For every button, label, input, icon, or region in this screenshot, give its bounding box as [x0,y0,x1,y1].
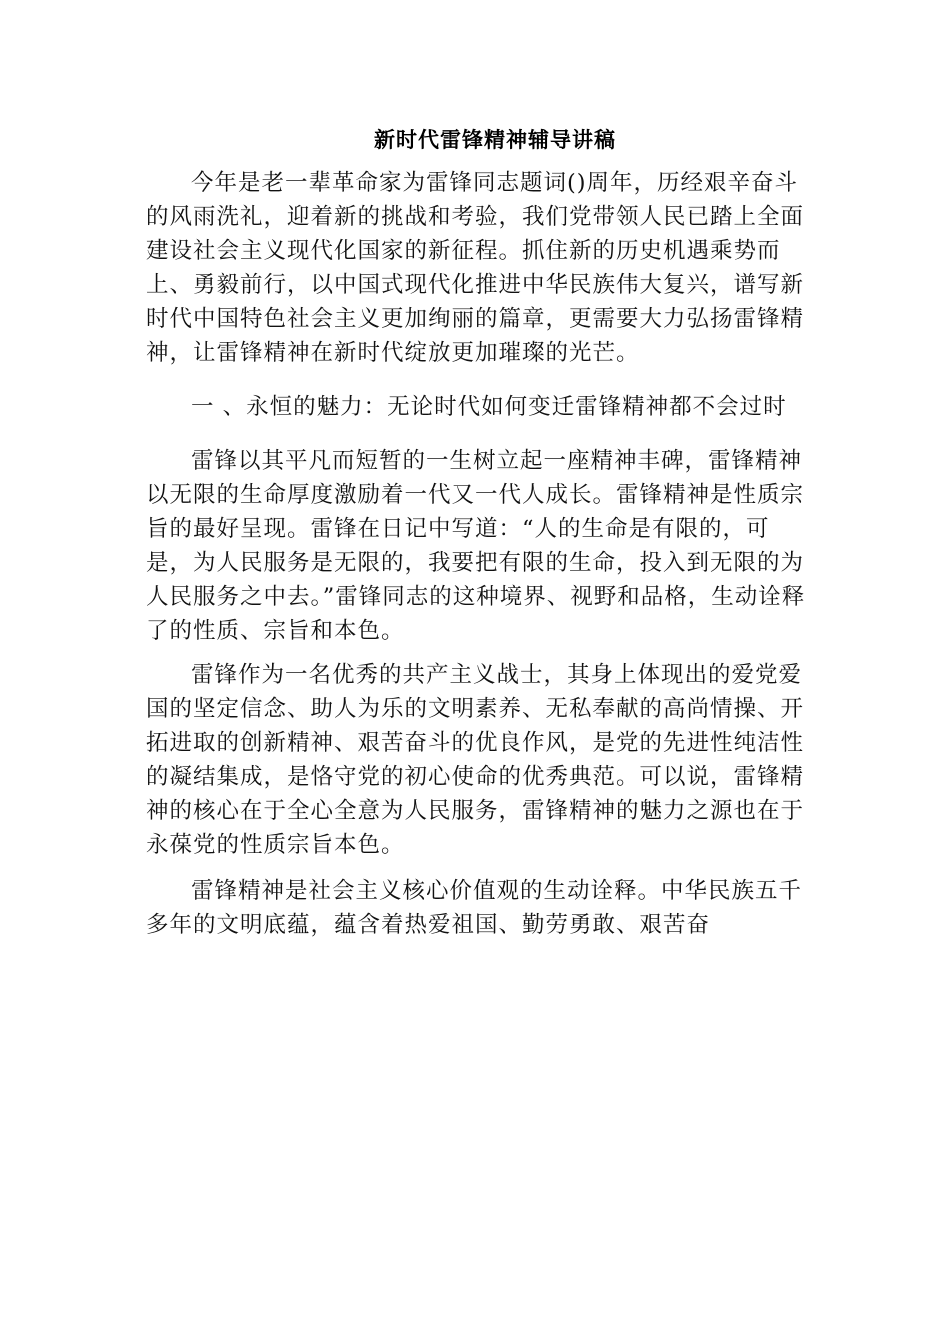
document-title: 新时代雷锋精神辅导讲稿 [374,127,616,152]
paragraph-3: 雷锋作为一名优秀的共产主义战士，其身上体现出的爱党爱国的坚定信念、助人为乐的文明素养、无私奉献的高尚情操、开拓进取的创新精神、艰苦奋斗的优良作风，是党的先进性纯洁性的凝结集成，是恪守党的初心使命的优秀典范。可以说，雷锋精神的核心在于全心全意为人民服务，雷锋精神的魅力之源也在于永葆党的性质宗旨本色。 [146,662,805,858]
section-heading-1: 一 、永恒的魅力：无论时代如何变迁雷锋精神都不会过时 [191,394,787,420]
paragraph-intro: 今年是老一辈革命家为雷锋同志题词()周年，历经艰辛奋斗的风雨洗礼，迎着新的挑战和考验，我们党带领人民已踏上全面建设社会主义现代化国家的新征程。抓住新的历史机遇乘势而上、勇毅前行，以中国式现代化推进中华民族伟大复兴，谱写新时代中国特色社会主义更加绚丽的篇章，更需要大力弘扬雷锋精神，让雷锋精神在新时代绽放更加璀璨的光芒。 [146,170,805,366]
document-body [146,166,806,952]
paragraph-4: 雷锋精神是社会主义核心价值观的生动诠释。中华民族五千多年的文明底蕴，蕴含着热爱祖国、勤劳勇敢、艰苦奋 [146,878,803,938]
paragraph-2: 雷锋以其平凡而短暂的一生树立起一座精神丰碑，雷锋精神以无限的生命厚度激励着一代又一代人成长。雷锋精神是性质宗旨的最好呈现。雷锋在日记中写道：“人的生命是有限的，可是，为人民服务是无限的，我要把有限的生命，投入到无限的为人民服务之中去。”雷锋同志的这种境界、视野和品格，生动诠释了的性质、宗旨和本色。 [146,448,806,644]
